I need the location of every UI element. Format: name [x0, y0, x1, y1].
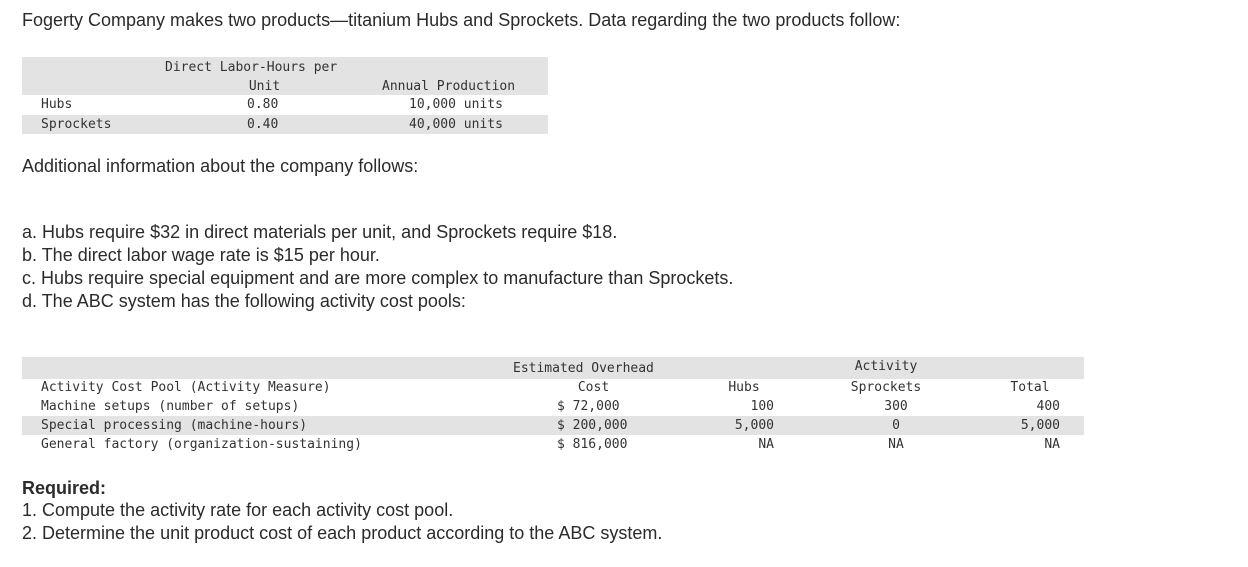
pool-general-factory: General factory (organization-sustaining)	[41, 437, 362, 452]
hubs-machine-setups: 100	[750, 399, 774, 414]
product-name-sprockets: Sprockets	[41, 117, 112, 132]
hubs-special-processing: 5,000	[734, 418, 774, 433]
item-a: a. Hubs require $32 in direct materials per unit, and Sprockets require $18.	[22, 222, 618, 242]
total-header: Total	[1010, 380, 1050, 395]
dlh-header-line1: Direct Labor-Hours per	[165, 60, 338, 75]
dlh-sprockets: 0.40	[247, 117, 279, 132]
pool-machine-setups: Machine setups (number of setups)	[41, 399, 300, 414]
overhead-header-line1: Estimated Overhead	[513, 361, 654, 376]
production-sprockets: 40,000 units	[409, 117, 503, 132]
intro-text: Fogerty Company makes two products—titanium Hubs and Sprockets. Data regarding the two products follow:	[22, 10, 901, 30]
total-machine-setups: 400	[1036, 399, 1060, 414]
item-b: b. The direct labor wage rate is $15 per hour.	[22, 245, 380, 265]
item-c: c. Hubs require special equipment and are more complex to manufacture than Sprockets.	[22, 268, 734, 288]
cost-machine-setups: $ 72,000	[557, 399, 620, 414]
item-d: d. The ABC system has the following activity cost pools:	[22, 291, 466, 311]
required-item-1: 1. Compute the activity rate for each activity cost pool.	[22, 500, 454, 520]
additional-info-text: Additional information about the company follows:	[22, 156, 419, 176]
activity-group-header: Activity	[854, 359, 918, 374]
cost-special-processing: $ 200,000	[557, 418, 628, 433]
total-special-processing: 5,000	[1020, 418, 1060, 433]
sprockets-machine-setups: 300	[884, 399, 908, 414]
dlh-header-line2: Unit	[248, 79, 281, 94]
overhead-header-line2: Cost	[577, 380, 610, 395]
required-item-2: 2. Determine the unit product cost of each product according to the ABC system.	[22, 523, 663, 543]
production-hubs: 10,000 units	[409, 97, 503, 112]
dlh-hubs: 0.80	[247, 97, 279, 112]
total-general-factory: NA	[1044, 437, 1060, 452]
pool-special-processing: Special processing (machine-hours)	[41, 418, 308, 433]
sprockets-special-processing: 0	[892, 418, 900, 433]
sprockets-general-factory: NA	[888, 437, 904, 452]
sprockets-header: Sprockets	[850, 380, 922, 395]
product-name-hubs: Hubs	[41, 97, 73, 112]
hubs-general-factory: NA	[758, 437, 774, 452]
pool-header: Activity Cost Pool (Activity Measure)	[41, 380, 331, 395]
production-header: Annual Production	[382, 79, 516, 94]
hubs-header: Hubs	[728, 380, 760, 395]
required-heading: Required:	[22, 478, 107, 498]
cost-general-factory: $ 816,000	[557, 437, 628, 452]
